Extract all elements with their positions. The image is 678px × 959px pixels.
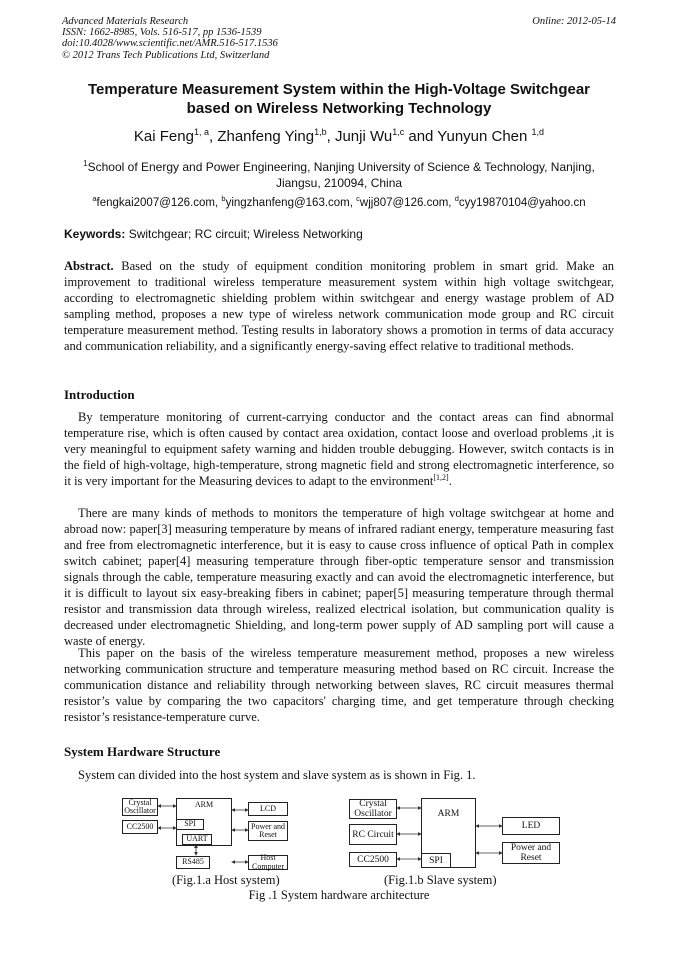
author-sup: 1, a bbox=[193, 127, 209, 137]
journal-header bbox=[62, 16, 278, 61]
email-sup: a bbox=[92, 194, 97, 203]
journal-name: Advanced Materials Research bbox=[62, 16, 189, 27]
author-sup: 1,c bbox=[392, 127, 405, 137]
host-system-caption: (Fig.1.a Host system) bbox=[172, 873, 280, 887]
slave-spi-box: SPI bbox=[421, 853, 451, 868]
keywords-label: Keywords: bbox=[64, 227, 126, 241]
affiliation bbox=[64, 156, 614, 191]
slave-crystal-oscillator-box: Crystal Oscillator bbox=[349, 799, 397, 819]
host-crystal-oscillator-box: Crystal Oscillator bbox=[122, 798, 158, 816]
email-sup: c bbox=[356, 194, 360, 203]
email-list bbox=[40, 194, 638, 209]
author-sup: 1,d bbox=[531, 127, 545, 137]
host-spi-box: SPI bbox=[176, 819, 204, 830]
paper-title bbox=[40, 80, 638, 118]
figure-caption: Fig .1 System hardware architecture bbox=[248, 888, 430, 902]
author-list bbox=[40, 127, 638, 145]
author-name: Junji Wu bbox=[334, 128, 393, 145]
host-uart-box: UART bbox=[182, 834, 212, 845]
intro-paragraph-1 bbox=[64, 409, 614, 489]
intro-paragraph-2: There are many kinds of methods to monitors the temperature of high voltage switchgear at home and abroad now: paper[3] measuring temperature by means of infrared radiant energy, temperature measuring fast and free from electromagnetic interference, but it is easy to cause cross influence of optical Path in complex switch cabinet; paper[4] measuring temperature through fiber-optic temperature sensor and transmission signals through the cable, temperature measuring exactly and can avoid the electromagnetic interference, but it is difficult to layout six easy-breaking fibers in cabinet; paper[5] measuring temperature through thermal resistor and transmission data through wireless, realized electrical isolation, but communication quality is decreased under electromagnetic Shielding, and long-term power supply of AD sampling port will cause a waste of energy. bbox=[64, 506, 614, 648]
slave-cc2500-box: CC2500 bbox=[349, 852, 397, 867]
abstract bbox=[64, 258, 614, 354]
abstract-label: Abstract. bbox=[64, 259, 114, 273]
hardware-architecture-figure bbox=[110, 792, 580, 902]
email-address[interactable]: fengkai2007@126.com, bbox=[96, 196, 222, 209]
email-address[interactable]: cyy19870104@yahoo.cn bbox=[458, 196, 586, 209]
author-separator: , bbox=[208, 128, 218, 145]
email-address[interactable]: yingzhanfeng@163.com, bbox=[225, 196, 357, 209]
slave-led-box: LED bbox=[502, 817, 560, 835]
online-date: Online: 2012-05-14 bbox=[532, 16, 616, 27]
host-cc2500-box: CC2500 bbox=[122, 820, 158, 834]
paragraph-text: By temperature monitoring of current-carrying conductor and the contact areas can find abnormal temperature rise, which is often caused by contact area oxidation, contact loose and overload problems ,it is very meaningful to equipment safety warning and hidden trouble debugging. However, switch contacts is in the field of high-voltage, high-temperature, strong magnetic field and strong electromagnetic interference, so it is very important for the Measuring devices to adapt to the environment bbox=[64, 410, 614, 488]
slave-power-reset-box: Power and Reset bbox=[502, 842, 560, 864]
section-heading-hardware: System Hardware Structure bbox=[64, 744, 221, 759]
affiliation-line-1: School of Energy and Power Engineering, Nanjing University of Science & Technology, Nanjing, bbox=[87, 160, 595, 174]
author-name: Kai Feng bbox=[133, 128, 194, 145]
host-rs485-box: RS485 bbox=[176, 856, 210, 869]
copyright-line: © 2012 Trans Tech Publications Ltd, Switzerland bbox=[62, 49, 270, 61]
keywords-text: Switchgear; RC circuit; Wireless Networking bbox=[125, 227, 363, 241]
author-separator: , bbox=[326, 128, 335, 145]
title-line-2: based on Wireless Networking Technology bbox=[186, 100, 492, 117]
affiliation-sup: 1 bbox=[83, 159, 88, 168]
email-sup: d bbox=[454, 194, 459, 203]
email-sup: b bbox=[221, 194, 226, 203]
author-sup: 1,b bbox=[314, 127, 327, 137]
intro-paragraph-3: This paper on the basis of the wireless temperature measurement method, proposes a new wireless networking communication structure and temperature measuring method based on RC circuit. Increase the communication distance and reliability through networking between slaves, RC circuit measures thermal resistor’s value by comparing the two capacitors' charging time, and get temperature through checking resistor’s resistance-temperature curve. bbox=[64, 646, 614, 724]
citation-sup: [1,2] bbox=[433, 472, 449, 482]
abstract-text: Based on the study of equipment condition monitoring problem in smart grid. Make an improvement to traditional wireless temperature measurement system within high voltage switchgear, according to electromagnetic shielding problem within switchgear and energy wastage problem of AD sampling method, proposes a new type of wireless network communication mode group and RC circuit temperature measurement method. Testing results in laboratory shows a promotion in terms of data accuracy and communication reliability, and a significantly energy-saving effect relative to traditional methods. bbox=[64, 259, 614, 353]
slave-arm-label: ARM bbox=[437, 809, 460, 819]
affiliation-line-2: Jiangsu, 210094, China bbox=[275, 176, 403, 190]
host-lcd-box: LCD bbox=[248, 802, 288, 816]
host-power-reset-box: Power and Reset bbox=[248, 821, 288, 841]
doi-line[interactable]: doi:10.4028/www.scientific.net/AMR.516-517.1536 bbox=[62, 38, 278, 50]
paragraph-end: . bbox=[448, 474, 452, 488]
hardware-paragraph-1: System can divided into the host system and slave system as is shown in Fig. 1. bbox=[78, 768, 476, 782]
host-computer-box: Host Computer bbox=[248, 855, 288, 870]
author-separator: and bbox=[404, 128, 438, 145]
keywords bbox=[64, 227, 363, 241]
title-line-1: Temperature Measurement System within the High-Voltage Switchgear bbox=[87, 81, 591, 98]
author-name: Yunyun Chen bbox=[437, 128, 532, 145]
section-heading-introduction: Introduction bbox=[64, 387, 135, 402]
issn-line: ISSN: 1662-8985, Vols. 516-517, pp 1536-1539 bbox=[62, 27, 262, 39]
slave-system-caption: (Fig.1.b Slave system) bbox=[384, 873, 497, 887]
host-arm-label: ARM bbox=[194, 800, 214, 809]
email-address[interactable]: wjj807@126.com, bbox=[359, 196, 455, 209]
slave-rc-circuit-box: RC Circuit bbox=[349, 824, 397, 845]
author-name: Zhanfeng Ying bbox=[217, 128, 315, 145]
